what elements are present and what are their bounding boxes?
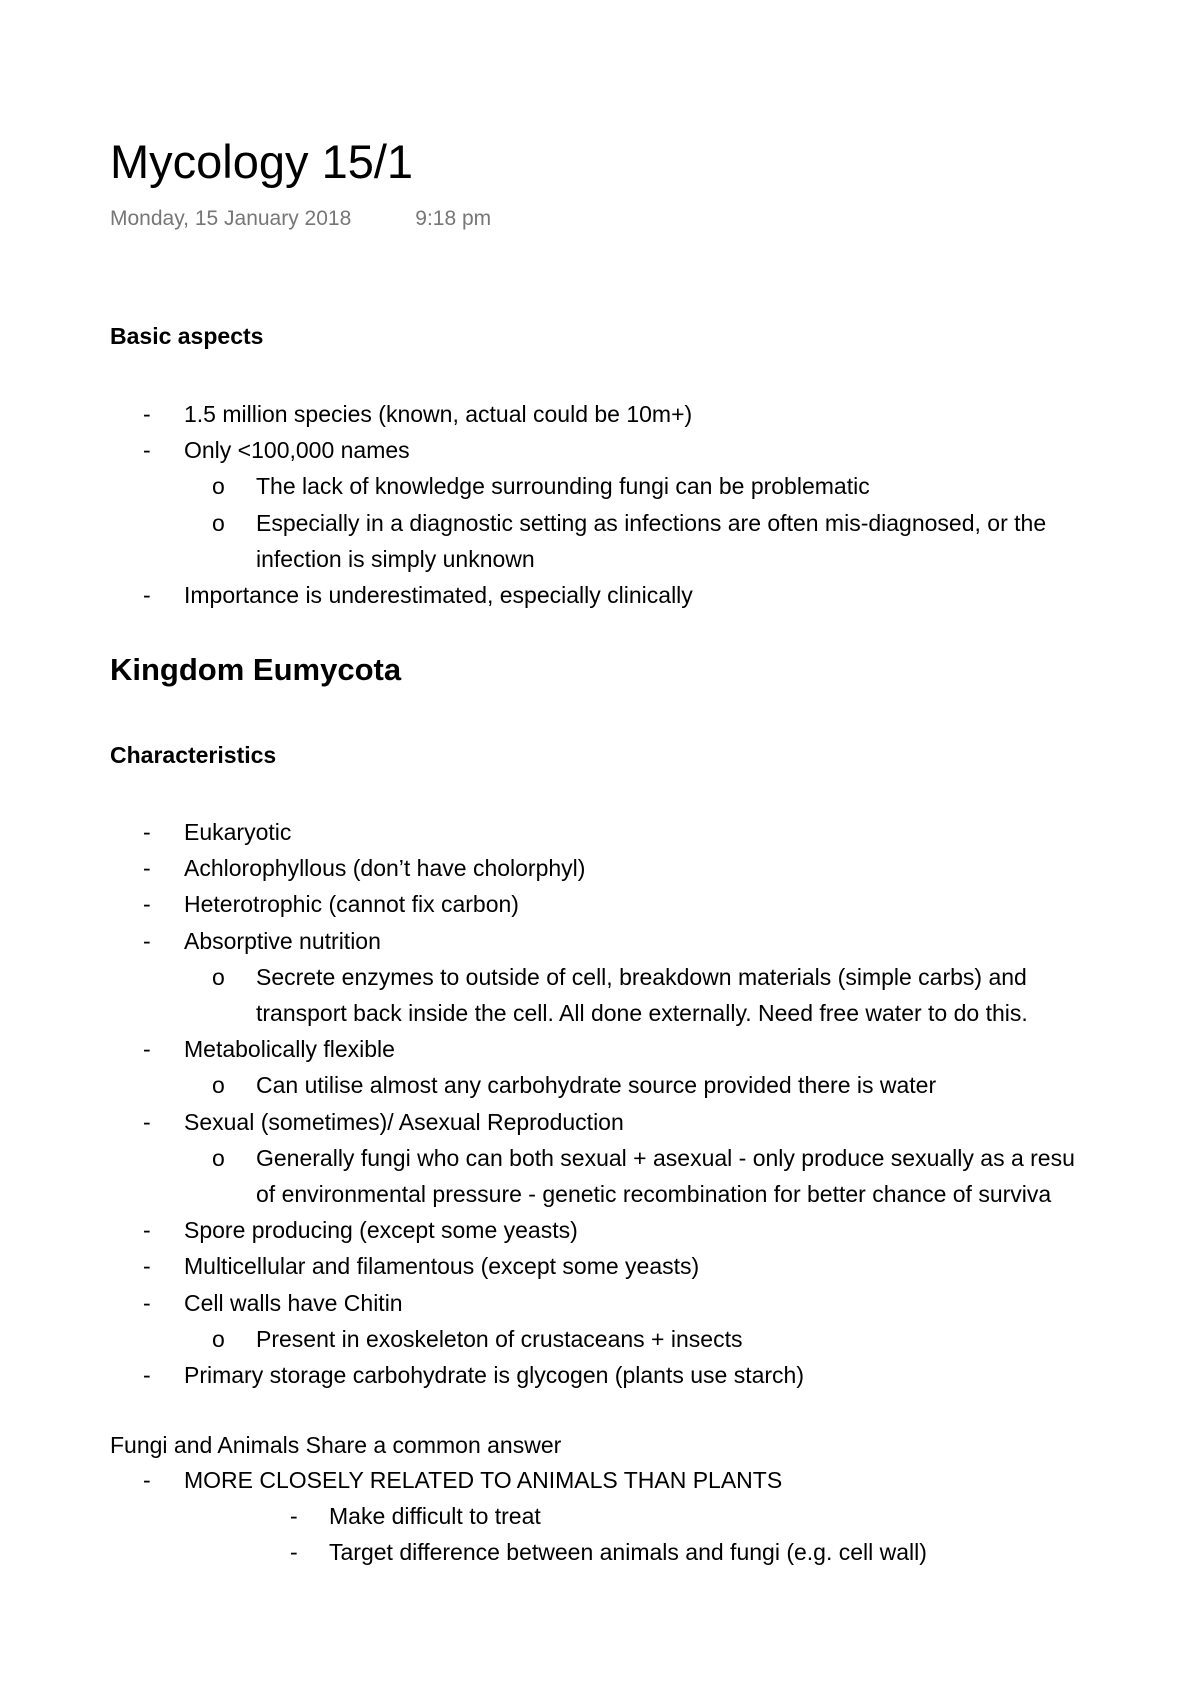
list-item-continuation — [0, 541, 1200, 577]
list-item-text: Primary storage carbohydrate is glycogen (plants use starch) — [184, 1362, 805, 1389]
list-item — [0, 1104, 1200, 1140]
section-heading-kingdom-eumycota: Kingdom Eumycota — [110, 652, 402, 687]
dash-bullet: - — [143, 1217, 151, 1244]
dash-bullet: - — [143, 855, 151, 882]
list-item-text: Generally fungi who can both sexual + asexual - only produce sexually as a resu — [256, 1144, 1075, 1171]
list-item-text: infection is simply unknown — [256, 545, 535, 572]
list-item — [0, 432, 1200, 468]
list-item — [0, 1321, 1200, 1357]
list-item — [0, 1357, 1200, 1393]
dash-bullet: - — [143, 1467, 151, 1493]
list-item — [0, 1067, 1200, 1103]
list-item-text: Multicellular and filamentous (except some yeasts) — [184, 1253, 700, 1280]
list-item — [0, 1462, 1200, 1498]
list-item-text: 1.5 million species (known, actual could be 10m+) — [184, 401, 693, 427]
list-item — [0, 923, 1200, 959]
list-item — [0, 959, 1200, 995]
dash-bullet: - — [143, 582, 151, 609]
list-item-text: Sexual (sometimes)/ Asexual Reproduction — [184, 1108, 624, 1135]
list-item — [0, 468, 1200, 504]
list-item — [0, 1140, 1200, 1176]
section-heading-basic-aspects: Basic aspects — [110, 323, 264, 349]
dash-bullet: - — [143, 891, 151, 918]
note-date: Monday, 15 January 2018 — [110, 207, 352, 230]
list-item-text: Spore producing (except some yeasts) — [184, 1217, 578, 1244]
list-item — [0, 577, 1200, 613]
list-item-text: Can utilise almost any carbohydrate source provided there is water — [256, 1072, 937, 1099]
circle-bullet: o — [212, 963, 225, 990]
list-item — [0, 1285, 1200, 1321]
list-item-continuation — [0, 1176, 1200, 1212]
list-item-text: Heterotrophic (cannot fix carbon) — [184, 891, 519, 918]
basic-aspects-list — [0, 396, 1200, 613]
list-item-text: Secrete enzymes to outside of cell, breakdown materials (simple carbs) and — [256, 963, 1027, 990]
list-item-text: Present in exoskeleton of crustaceans + insects — [256, 1325, 743, 1352]
common-answer-intro: Fungi and Animals Share a common answer — [110, 1432, 562, 1458]
list-item-text: The lack of knowledge surrounding fungi can be problematic — [256, 473, 870, 500]
list-item-text: transport back inside the cell. All done externally. Need free water to do this. — [256, 1000, 1028, 1027]
list-item-text: MORE CLOSELY RELATED TO ANIMALS THAN PLANTS — [184, 1467, 783, 1493]
list-item — [0, 396, 1200, 432]
list-item-text: Target difference between animals and fungi (e.g. cell wall) — [329, 1539, 927, 1566]
list-item-text: Make difficult to treat — [329, 1503, 541, 1530]
list-item — [0, 1248, 1200, 1284]
list-item-text: Importance is underestimated, especially clinically — [184, 582, 693, 609]
list-item-text: Metabolically flexible — [184, 1036, 395, 1063]
dash-bullet: - — [143, 401, 151, 427]
dash-bullet: - — [143, 1253, 151, 1280]
list-item — [0, 1212, 1200, 1248]
note-time: 9:18 pm — [415, 207, 492, 230]
circle-bullet: o — [212, 1072, 225, 1099]
characteristics-list — [0, 814, 1200, 1393]
list-item-text: Achlorophyllous (don’t have cholorphyl) — [184, 855, 586, 882]
dash-bullet: - — [143, 1289, 151, 1316]
circle-bullet: o — [212, 509, 225, 536]
dash-bullet: - — [143, 1108, 151, 1135]
list-item — [0, 1031, 1200, 1067]
list-item-text: Only <100,000 names — [184, 437, 410, 464]
common-answer-list — [0, 1462, 1200, 1571]
section-heading-characteristics: Characteristics — [110, 742, 277, 768]
note-timestamp — [110, 207, 491, 231]
list-item-text: Especially in a diagnostic setting as infections are often mis-diagnosed, or the — [256, 509, 1047, 536]
list-item — [0, 1534, 1200, 1570]
dash-bullet: - — [143, 819, 151, 845]
circle-bullet: o — [212, 1144, 225, 1171]
dash-bullet: - — [143, 927, 151, 954]
list-item — [0, 886, 1200, 922]
dash-bullet: - — [290, 1539, 298, 1566]
list-item-continuation — [0, 995, 1200, 1031]
dash-bullet: - — [143, 437, 151, 464]
circle-bullet: o — [212, 473, 225, 500]
list-item-text: of environmental pressure - genetic recombination for better chance of surviva — [256, 1181, 1052, 1208]
list-item — [0, 1498, 1200, 1534]
list-item — [0, 850, 1200, 886]
circle-bullet: o — [212, 1325, 225, 1352]
list-item-text: Absorptive nutrition — [184, 927, 381, 954]
dash-bullet: - — [143, 1362, 151, 1389]
dash-bullet: - — [290, 1503, 298, 1530]
list-item — [0, 505, 1200, 541]
list-item-text: Eukaryotic — [184, 819, 292, 845]
list-item-text: Cell walls have Chitin — [184, 1289, 403, 1316]
page-title: Mycology 15/1 — [110, 135, 414, 188]
list-item — [0, 814, 1200, 850]
dash-bullet: - — [143, 1036, 151, 1063]
